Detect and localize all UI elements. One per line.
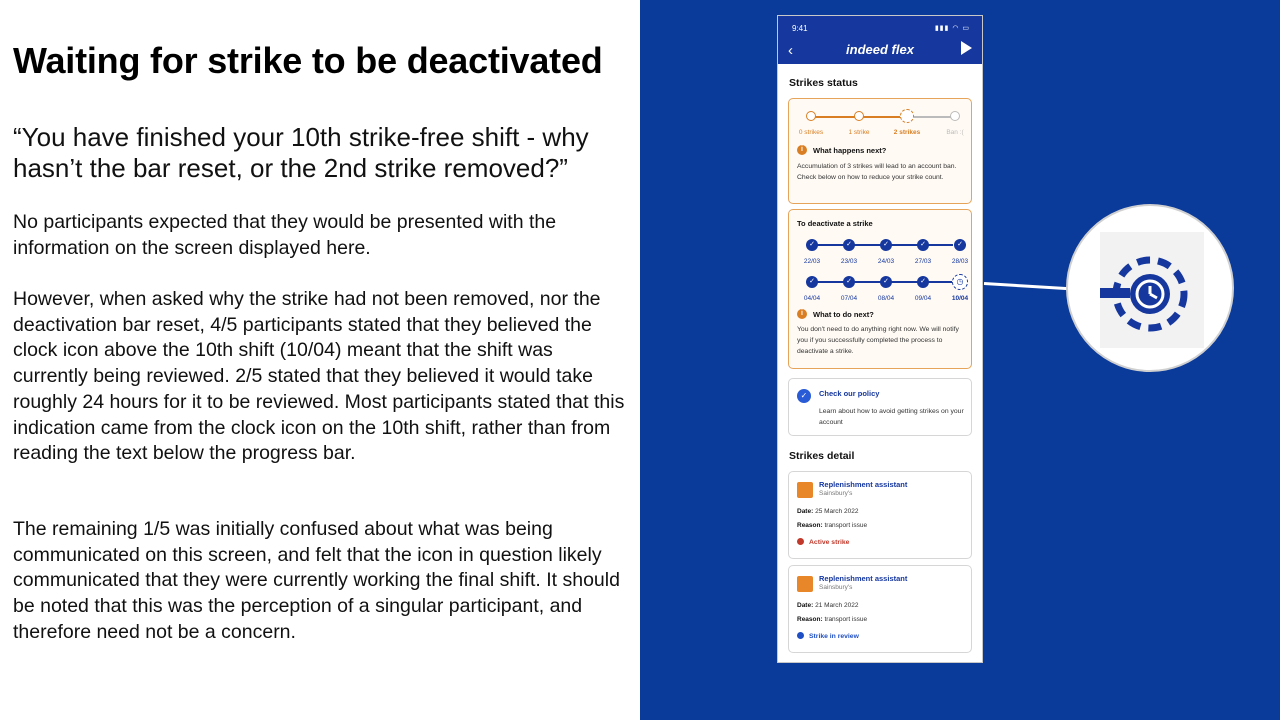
- strike-detail-card[interactable]: [788, 471, 972, 559]
- deactivate-strike-card: [788, 209, 972, 369]
- what-next-body: Accumulation of 3 strikes will lead to an account ban. Check below on how to reduce your strike count.: [797, 163, 957, 181]
- strike-level-label: 1 strike: [848, 129, 870, 136]
- clock-icon: [797, 632, 804, 639]
- strike-status: Active strike: [797, 538, 849, 546]
- slide-title: Waiting for strike to be deactivated: [13, 40, 603, 81]
- shift-check-icon: ✓: [880, 239, 892, 251]
- policy-title[interactable]: Check our policy: [819, 389, 880, 398]
- status-icons: ▮▮▮ ◠ ▭: [934, 25, 970, 32]
- strike-company: Sainsbury's: [819, 584, 853, 591]
- strike-node-ban: [950, 111, 960, 121]
- finding-paragraph-2: However, when asked why the strike had not been removed, nor the deactivation bar reset, 4/5 participants stated that they believed the clock icon above the 10th shift (10/04) meant that the shift was currently being reviewed. 2/5 stated that they believed it would take roughly 24 hours for it to be reviewed. Most participants stated that this indication came from the clock icon on the 10th shift, rather than from reading the text below the progress bar.: [13, 288, 625, 465]
- strike-date: Date: 21 March 2022: [797, 602, 859, 609]
- shift-check-icon: ✓: [880, 276, 892, 288]
- shift-date: 24/03: [877, 258, 895, 265]
- policy-card[interactable]: [788, 378, 972, 436]
- strike-node-0: [806, 111, 816, 121]
- strike-level-label: Ban :(: [946, 129, 964, 136]
- strikes-detail-title: Strikes detail: [789, 450, 855, 462]
- strike-reason: Reason: transport issue: [797, 616, 868, 623]
- strike-progress-line: [909, 116, 953, 118]
- status-time: 9:41: [792, 24, 808, 33]
- shift-check-icon: ✓: [917, 239, 929, 251]
- zoom-callout: [1066, 204, 1234, 372]
- policy-body: Learn about how to avoid getting strikes on your account: [819, 408, 964, 426]
- strike-progress-line: [861, 116, 905, 118]
- strike-node-2-current: [900, 109, 914, 123]
- strike-level-label: 2 strikes: [893, 129, 921, 136]
- shift-date: 08/04: [877, 295, 895, 302]
- shift-date: 07/04: [840, 295, 858, 302]
- shift-check-icon: ✓: [806, 239, 818, 251]
- strike-company: Sainsbury's: [819, 490, 853, 497]
- strike-progress-line: [813, 116, 857, 118]
- alert-icon: [797, 538, 804, 545]
- app-header: [778, 16, 982, 64]
- strikes-status-card: [788, 98, 972, 204]
- what-todo-body: You don't need to do anything right now. We will notify you if you successfully completed the process to deactivate a strike.: [797, 326, 959, 355]
- strikes-status-title: Strikes status: [789, 77, 858, 89]
- strike-level-label: 0 strikes: [798, 129, 824, 136]
- info-icon: i: [797, 145, 807, 155]
- clock-pending-icon: [1100, 232, 1204, 348]
- participant-quote: “You have finished your 10th strike-free shift - why hasn’t the bar reset, or the 2nd strike removed?”: [13, 122, 589, 183]
- shift-date: 10/04: [951, 295, 969, 302]
- app-logo: indeed flex: [846, 42, 914, 57]
- checklist-icon: ✓: [797, 389, 811, 403]
- info-icon: i: [797, 309, 807, 319]
- strike-reason: Reason: transport issue: [797, 522, 868, 529]
- strike-role: Replenishment assistant: [819, 480, 908, 489]
- shift-date: 09/04: [914, 295, 932, 302]
- shift-check-icon: ✓: [954, 239, 966, 251]
- company-logo: [797, 576, 813, 592]
- strike-role: Replenishment assistant: [819, 574, 908, 583]
- finding-paragraph-1: No participants expected that they would be presented with the information on the screen displayed here.: [13, 211, 557, 259]
- back-icon[interactable]: ‹: [788, 42, 793, 59]
- strike-status: Strike in review: [797, 632, 859, 640]
- shift-date: 28/03: [951, 258, 969, 265]
- shift-check-icon: ✓: [917, 276, 929, 288]
- clock-pending-icon: ◷: [952, 274, 968, 290]
- shift-check-icon: ✓: [806, 276, 818, 288]
- shift-date: 27/03: [914, 258, 932, 265]
- strike-detail-card[interactable]: [788, 565, 972, 653]
- shift-date: 04/04: [803, 295, 821, 302]
- shift-check-icon: ✓: [843, 239, 855, 251]
- shift-date: 23/03: [840, 258, 858, 265]
- shift-date: 22/03: [803, 258, 821, 265]
- finding-paragraph-3: The remaining 1/5 was initially confused about what was being communicated on this screen, and felt that the icon in question likely communicated that they were currently working the final shift. It should be noted that this was the perception of a singular participant, and therefore need not be a concern.: [13, 518, 620, 643]
- play-icon[interactable]: [961, 41, 972, 55]
- what-todo-title: What to do next?: [813, 310, 874, 319]
- phone-screenshot: [777, 15, 983, 663]
- deactivate-title: To deactivate a strike: [797, 219, 873, 228]
- strike-date: Date: 25 March 2022: [797, 508, 859, 515]
- what-next-title: What happens next?: [813, 146, 887, 155]
- strike-node-1: [854, 111, 864, 121]
- company-logo: [797, 482, 813, 498]
- zoom-background: [1100, 232, 1204, 348]
- shift-check-icon: ✓: [843, 276, 855, 288]
